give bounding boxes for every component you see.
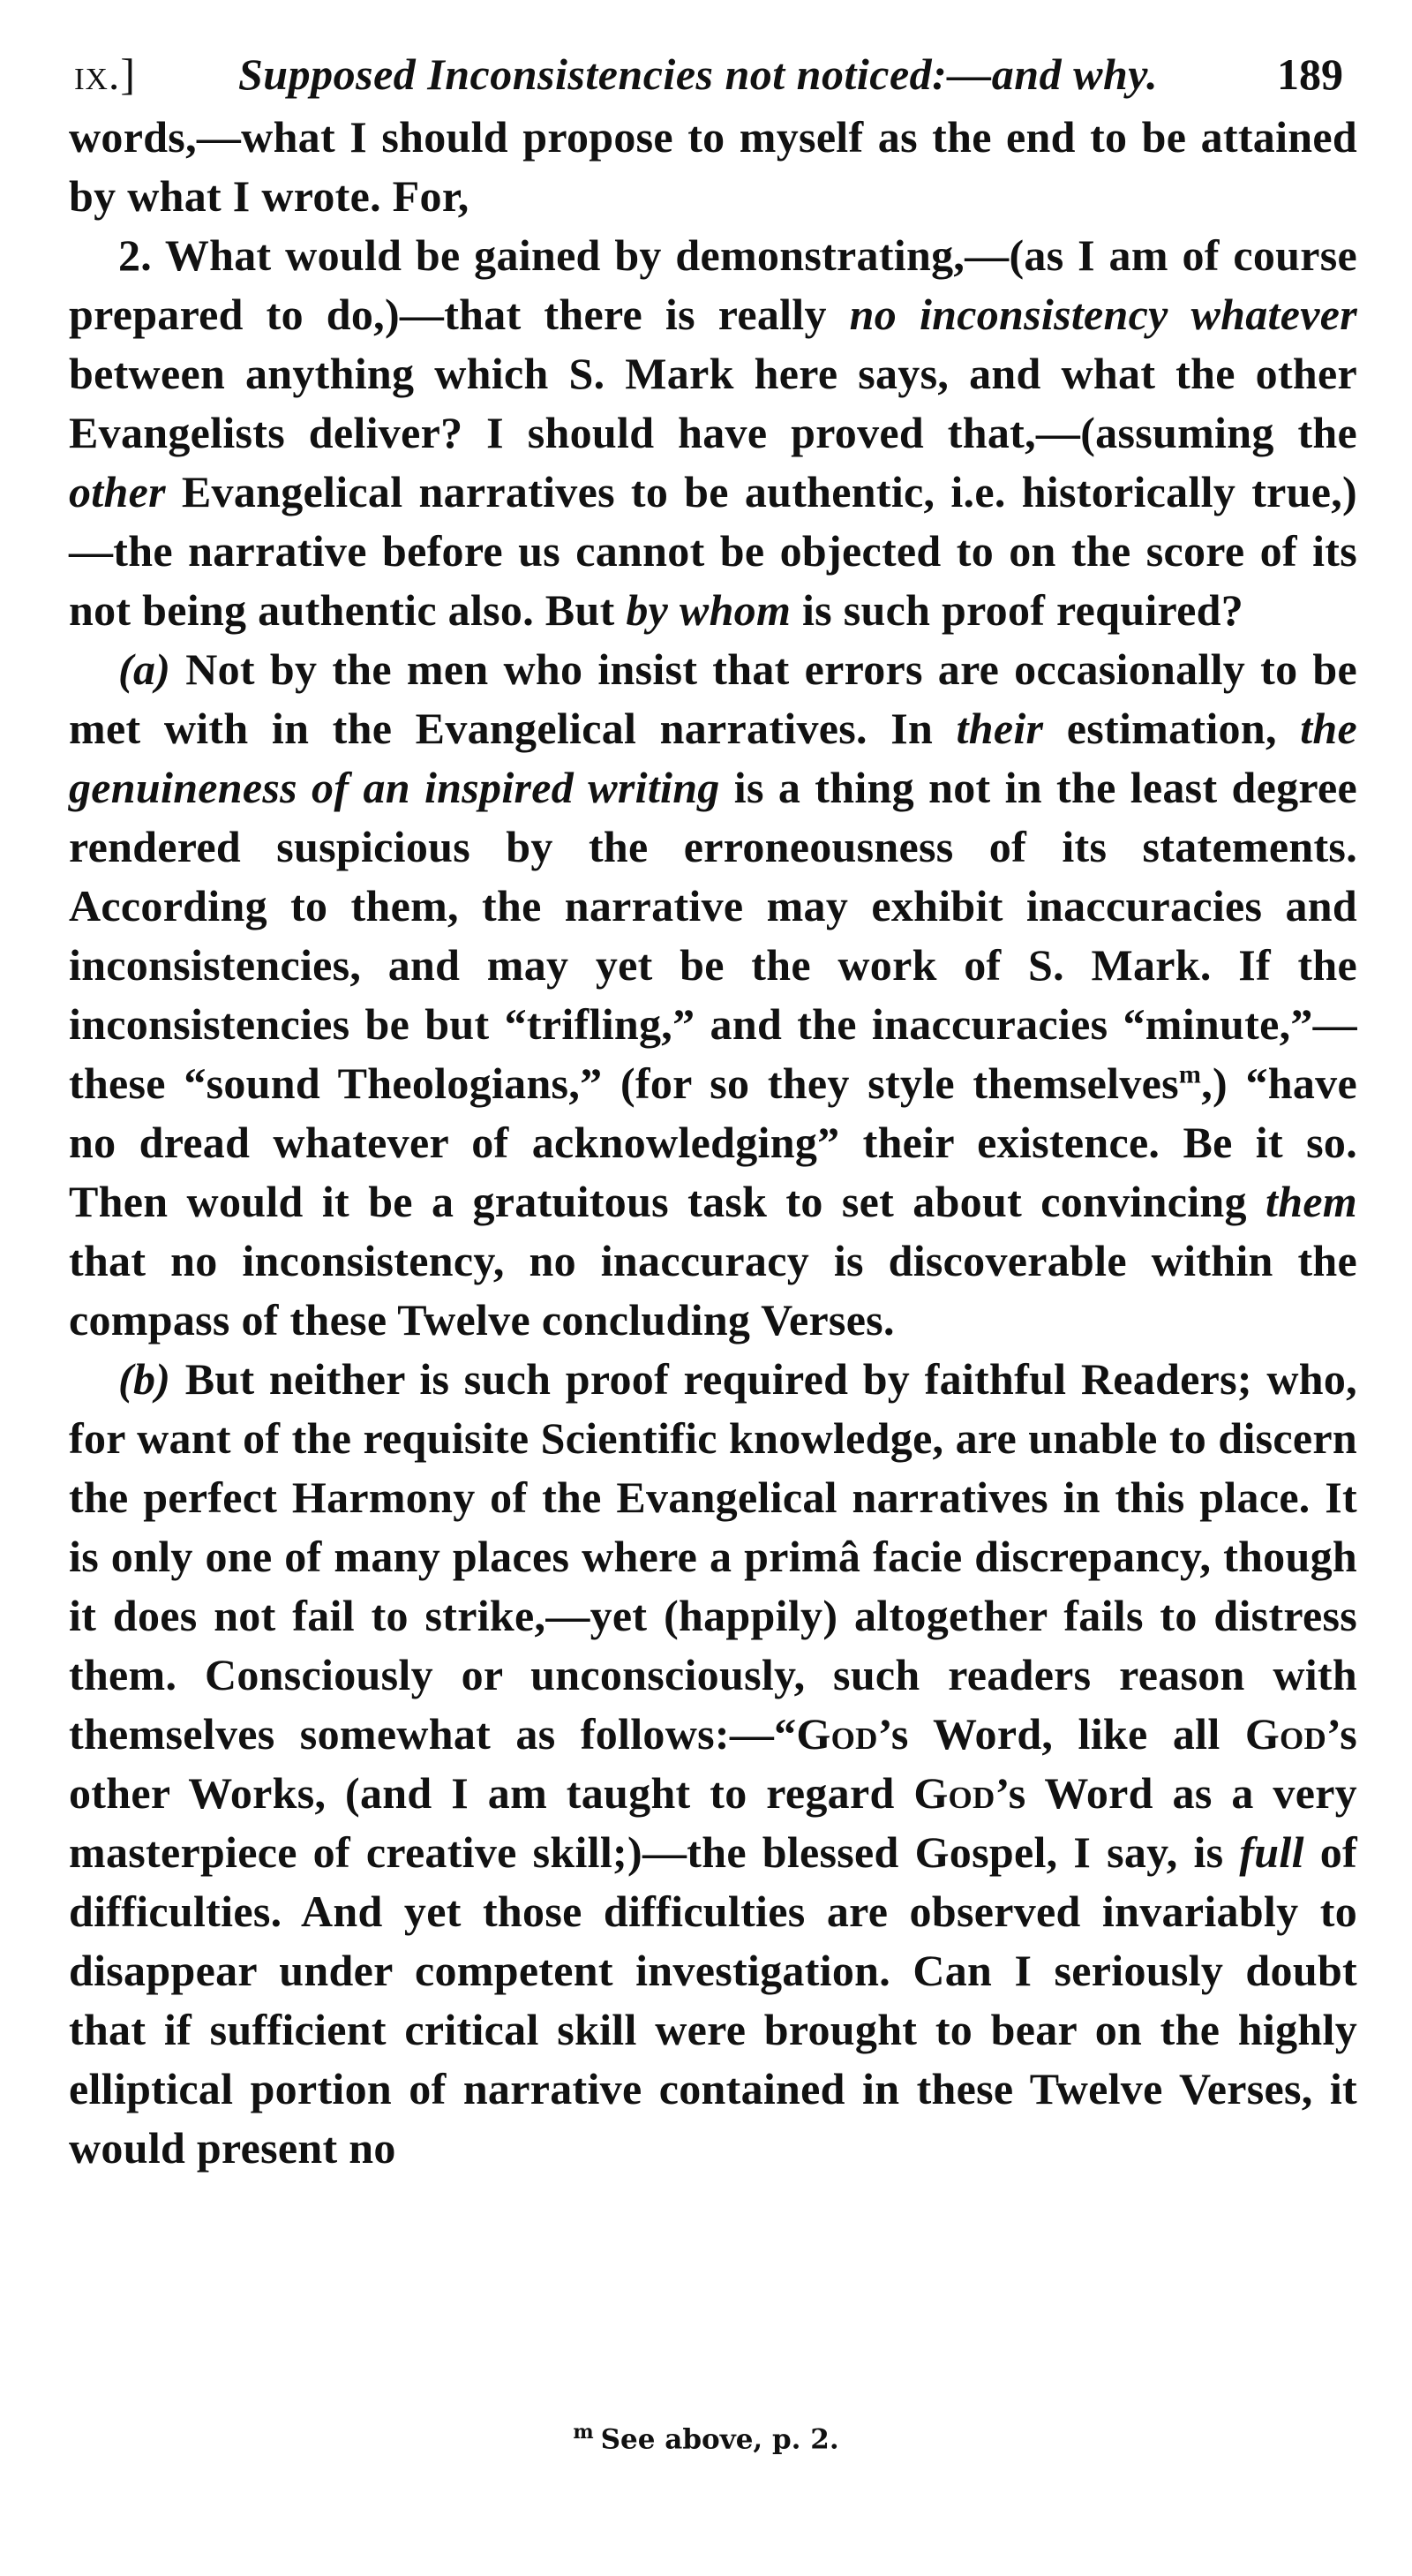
text-run: between anything which S. Mark here says, and what the other Evangelists deliver? I should have proved that,—(assuming the — [69, 349, 1357, 457]
running-title: Supposed Inconsistencies not noticed:—and why. — [238, 49, 1159, 99]
paragraph-continuation — [69, 108, 1357, 226]
text-run: ’s other Works, (and I am taught to regard — [69, 1709, 1357, 1818]
emphasis: no inconsistency whatever — [849, 290, 1357, 339]
text-run: words,—what I should propose to myself as the end to be attained by what I wrote. For, — [69, 112, 1357, 221]
book-page — [69, 46, 1357, 2178]
running-head — [69, 46, 1357, 102]
small-caps-word: God — [913, 1768, 995, 1818]
footnote-text: See above, p. 2. — [600, 2423, 839, 2456]
chapter-number: ix.] — [74, 49, 137, 99]
text-run: ’s Word as a very masterpiece of creative skill;)—the blessed Gospel, I say, is — [69, 1768, 1357, 1877]
text-run: But neither is such proof required by faithful Readers; who, for want of the requisite Scientific knowledge, are unable to discern the perfect Harmony of the Evangelical narratives in this place. It is only one of many places where a primâ facie discrepancy, though it does not fail to strike,—yet (happily) altogether fails to distress them. Consciously or unconsciously, such readers reason with themselves somewhat as follows:—“ — [69, 1354, 1357, 1759]
footnote-mark: m — [573, 2421, 594, 2444]
text-run: is such proof required? — [791, 585, 1244, 635]
emphasis: full — [1239, 1827, 1304, 1877]
text-run: ,) “have no dread whatever of acknowledging” their existence. Be it so. Then would it be a gratuitous task to set about convincing — [69, 1058, 1357, 1226]
small-caps-word: God — [796, 1709, 878, 1759]
emphasis: by whom — [626, 585, 792, 635]
emphasis: them — [1266, 1177, 1357, 1226]
text-run: is a thing not in the least degree rendered suspicious by the erroneousness of its statements. According to them, the narrative may exhibit inaccuracies and inconsistencies, and may yet be the work of S. Mark. If the inconsistencies be but “trifling,” and the inaccuracies “minute,”—these “sound Theologians,” (for so they style themselves — [69, 763, 1358, 1108]
text-run: estimation, — [1043, 704, 1301, 753]
page-number: 189 — [1277, 49, 1343, 99]
text-run: ’s Word, like all — [877, 1709, 1245, 1759]
footnote — [0, 2421, 1412, 2455]
paragraph-a — [69, 640, 1357, 1350]
emphasis: the genuineness of an inspired writing — [69, 704, 1358, 812]
body-text — [69, 108, 1357, 2178]
text-run: of difficulties. And yet those difficulties are observed invariably to disappear under competent investigation. Can I seriously doubt that if sufficient critical skill were brought to bear on the highly elliptical portion of narrative contained in these Twelve Verses, it would present no — [69, 1827, 1357, 2173]
emphasis: other — [69, 467, 166, 516]
list-marker: (b) — [118, 1354, 171, 1404]
list-marker: (a) — [118, 644, 171, 694]
footnote-reference[interactable]: m — [1178, 1059, 1202, 1089]
paragraph-2 — [69, 226, 1357, 640]
emphasis: their — [956, 704, 1044, 753]
text-run: 2. What would be gained by demonstrating,—(as I am of course prepared to do,)—that there is really — [69, 230, 1357, 339]
paragraph-b — [69, 1350, 1357, 2178]
text-run: Evangelical narratives to be authentic, i.e. historically true,)—the narrative before us cannot be objected to on the score of its not being authentic also. But — [69, 467, 1357, 635]
text-run: Not by the men who insist that errors are occasionally to be met with in the Evangelical narratives. In — [69, 644, 1357, 753]
small-caps-word: God — [1244, 1709, 1327, 1759]
text-run: that no inconsistency, no inaccuracy is discoverable within the compass of these Twelve concluding Verses. — [69, 1236, 1357, 1344]
